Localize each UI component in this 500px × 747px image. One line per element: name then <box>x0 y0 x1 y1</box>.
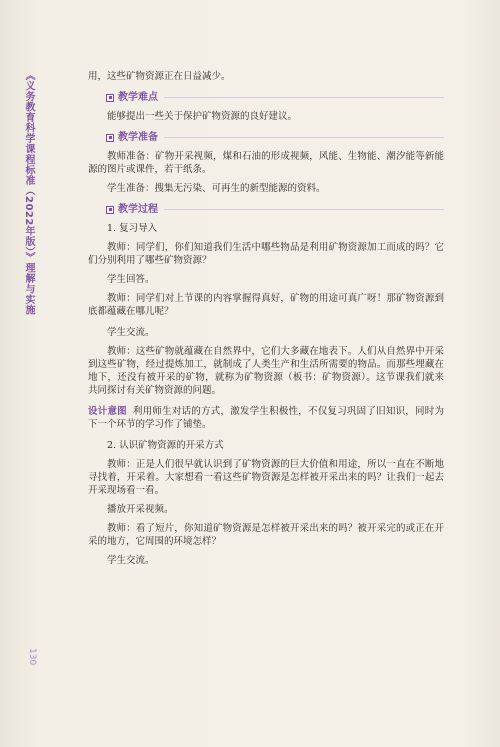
section-square-icon <box>106 206 114 214</box>
activity-note: 播放开采视频。 <box>107 504 174 515</box>
section-divider <box>164 209 444 210</box>
section-title: 教学难点 <box>118 92 158 103</box>
student-response: 学生回答。 <box>107 274 155 285</box>
teacher-dialogue: 教师：同学们对上节课的内容掌握得真好，矿物的用途可真广呀！那矿物资源到底都蕴藏在哪儿呢？ <box>88 293 444 317</box>
section-heading-process <box>88 203 444 216</box>
page-content <box>88 70 444 567</box>
teacher-dialogue: 教师：这些矿物就蕴藏在自然界中，它们大多藏在地表下。人们从自然界中开采到这些矿物，经过提炼加工，就制成了人类生产和生活所需要的物品。而那些埋藏在地下，还没有被开采的矿物，就称为矿物资源（板书：矿物资源）。这节课我们就来共同探讨有关矿物资源的问题。 <box>88 346 444 396</box>
step-heading-mining: 2. 认识矿物资源的开采方式 <box>107 440 224 451</box>
paragraph-intro-tail: 用，这些矿物资源正在日益减少。 <box>88 71 231 82</box>
difficulty-text: 能够提出一些关于保护矿物资源的良好建议。 <box>107 111 298 122</box>
teacher-dialogue: 教师：正是人们很早就认识到了矿物资源的巨大价值和用途，所以一直在不断地寻找着，开采着。大家想看一看这些矿物资源是怎样被开采出来的吗？让我们一起去开采现场看一看。 <box>88 459 444 496</box>
running-title: 《义务教育科学课程标准（2022年版）》理解与实施 <box>23 70 34 316</box>
section-heading-preparation <box>88 131 444 144</box>
section-square-icon <box>106 94 114 102</box>
section-title: 教学过程 <box>118 204 158 215</box>
page-number: 130 <box>27 648 37 666</box>
step-heading-review: 1. 复习导入 <box>107 223 158 234</box>
design-intent-label: 设计意图 <box>88 406 127 417</box>
section-square-icon <box>106 134 114 142</box>
teacher-dialogue: 教师：看了短片，你知道矿物资源是怎样被开采出来的吗？被开采完的或正在开采的地方，它周围的环境怎样？ <box>88 523 444 547</box>
student-response: 学生交流。 <box>107 327 155 338</box>
teacher-dialogue: 教师：同学们，你们知道我们生活中哪些物品是利用矿物资源加工而成的吗？它们分别利用了哪些矿物资源？ <box>88 242 444 266</box>
design-intent <box>88 405 444 431</box>
student-preparation: 学生准备：搜集无污染、可再生的新型能源的资料。 <box>107 183 326 194</box>
section-heading-difficulty <box>88 91 444 104</box>
teacher-preparation: 教师准备：矿物开采视频，煤和石油的形成视频，风能、生物能、潮汐能等新能源的图片或课件，若干纸条。 <box>88 151 444 175</box>
section-divider <box>164 137 444 138</box>
design-intent-text: 利用师生对话的方式，激发学生积极性，不仅复习巩固了旧知识，同时为下一个环节的学习作了铺垫。 <box>88 406 444 430</box>
section-divider <box>164 97 444 98</box>
student-response: 学生交流。 <box>107 555 155 566</box>
section-title: 教学准备 <box>118 132 158 143</box>
